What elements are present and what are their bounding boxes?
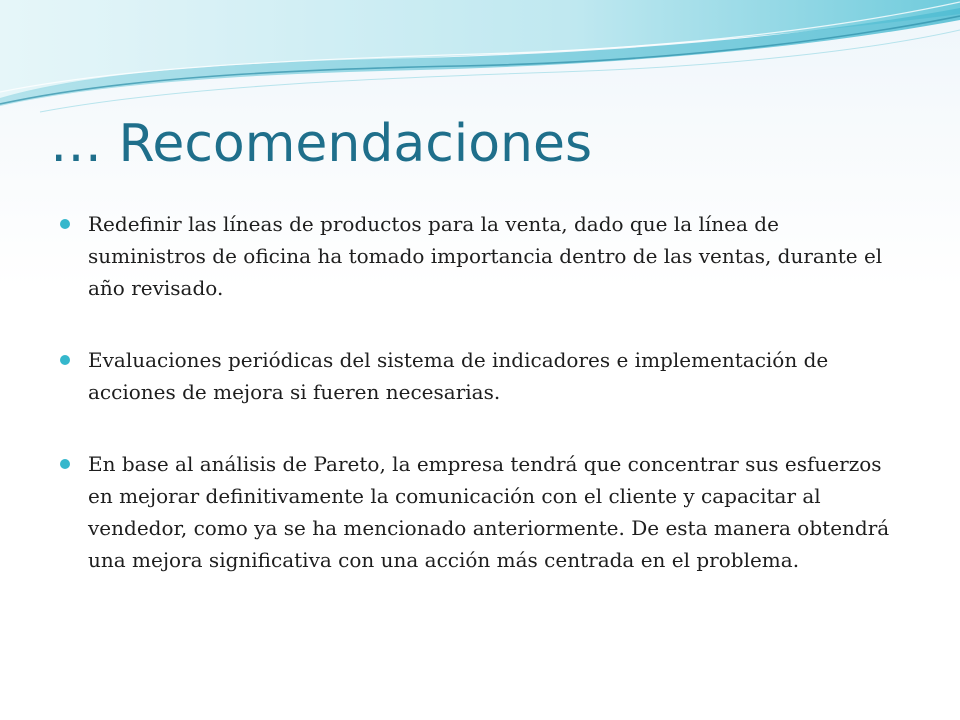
bullet-text: Redefinir las líneas de productos para la venta, dado que la línea de suministros de oficina ha tomado importancia dentro de las ventas, durante el año revisado. (88, 212, 883, 300)
bullet-text: En base al análisis de Pareto, la empresa tendrá que concentrar sus esfuerzos en mejorar definitivamente la comunicación con el cliente y capacitar al vendedor, como ya se ha mencionado anteriormente. De esta manera obtendrá una mejora significativa con una acción más centrada en el problema. (88, 452, 890, 572)
bullet-item (60, 344, 890, 408)
bullet-icon (60, 459, 70, 469)
bullet-text: Evaluaciones periódicas del sistema de indicadores e implementación de acciones de mejora si fueren necesarias. (88, 348, 829, 404)
bullet-icon (60, 219, 70, 229)
bullet-list (60, 208, 890, 616)
bullet-icon (60, 355, 70, 365)
bullet-item (60, 448, 890, 576)
bullet-item (60, 208, 890, 304)
header-wave-decoration (0, 0, 960, 120)
wave-band-light (0, 0, 960, 100)
slide-title: … Recomendaciones (50, 114, 593, 174)
